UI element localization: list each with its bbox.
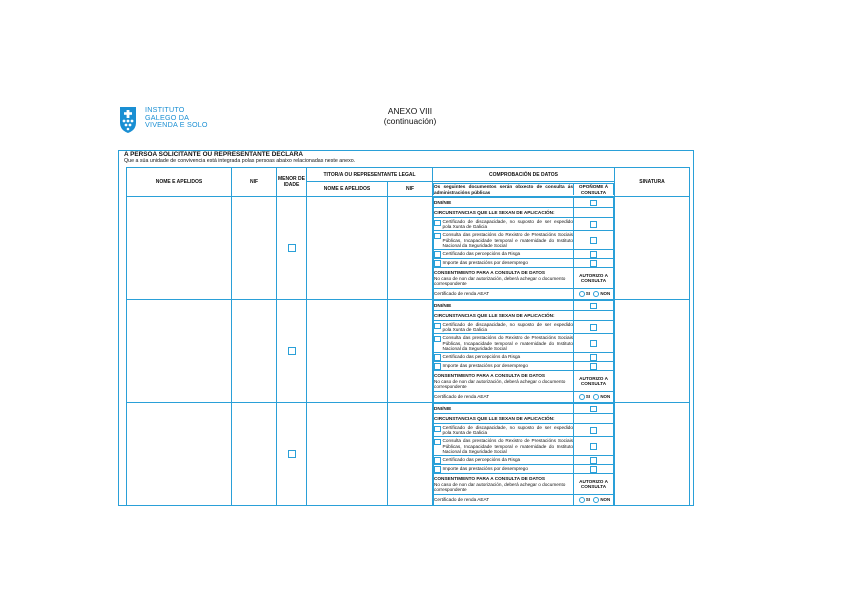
item-row	[434, 259, 574, 268]
verification-table	[433, 197, 614, 299]
circunstancias-label: CIRCUNSTANCIAS QUE LLE SEXAN DE APLICACIÓN:	[434, 414, 574, 424]
item-label: Certificado das percepcións da Risga	[442, 353, 521, 359]
item-checkbox[interactable]	[434, 233, 441, 240]
item-label: Importe das prestacións por desemprego	[442, 362, 528, 368]
oppose-cell	[574, 218, 614, 231]
oppose-checkbox[interactable]	[590, 466, 597, 473]
consent-block	[434, 474, 574, 495]
dni-oppose-cell	[574, 404, 614, 414]
consent-title: CONSENTIMENTO PARA A CONSULTA DE DATOS	[434, 270, 546, 276]
logo-line: VIVENDA E SOLO	[145, 120, 208, 130]
oppose-checkbox[interactable]	[590, 340, 597, 347]
dni-label: DNI/NIE	[434, 404, 574, 414]
data-verification-cell	[433, 197, 615, 300]
item-label: Certificado de discapacidade, no suposto de ser expedido pola Xunta de Galicia	[442, 219, 574, 230]
oppose-cell	[574, 437, 614, 456]
member-name-field[interactable]	[127, 197, 232, 300]
oppose-cell	[574, 353, 614, 362]
member-minor-cell	[277, 300, 307, 403]
page-title: ANEXO VIII	[387, 106, 433, 116]
aeat-label: Certificado de renda AEAT	[434, 495, 574, 505]
logo-line: INSTITUTO	[145, 105, 185, 114]
item-row	[434, 362, 574, 371]
section-subtitle: Que a súa unidade de convivencia está integrada polas persoas abaixo relacionadas neste anexo.	[124, 158, 356, 164]
item-row	[434, 456, 574, 465]
item-checkbox[interactable]	[434, 426, 441, 433]
member-nif-field[interactable]	[232, 197, 277, 300]
oppose-cell	[574, 334, 614, 353]
si-label: SI	[585, 497, 591, 503]
guardian-name-field[interactable]	[307, 403, 388, 506]
item-label: Importe das prestacións por desemprego	[442, 259, 528, 265]
aeat-radio-cell	[574, 392, 614, 402]
dni-oppose-cell	[574, 301, 614, 311]
data-verification-cell	[433, 300, 615, 403]
member-nif-field[interactable]	[232, 403, 277, 506]
si-radio[interactable]	[579, 497, 585, 503]
item-checkbox[interactable]	[434, 363, 441, 370]
signature-field[interactable]	[615, 197, 690, 300]
empty-cell	[574, 414, 614, 424]
item-row	[434, 321, 574, 334]
guardian-nif-field[interactable]	[388, 197, 433, 300]
member-name-field[interactable]	[127, 403, 232, 506]
non-label: NON	[600, 291, 611, 297]
guardian-name-field[interactable]	[307, 197, 388, 300]
page-subtitle: (continuación)	[383, 116, 437, 126]
item-checkbox[interactable]	[434, 260, 441, 267]
logo-text	[145, 106, 208, 129]
dni-oppose-checkbox[interactable]	[590, 303, 597, 310]
signature-field[interactable]	[615, 403, 690, 506]
comprobacion-subheader	[433, 182, 615, 197]
section-title: A PERSOA SOLICITANTE OU REPRESENTANTE DECLARA	[124, 151, 303, 158]
page-heading	[350, 106, 470, 126]
consent-text: No caso de non dar autorización, deberá achegar o documento correspondente	[434, 275, 566, 286]
oppose-checkbox[interactable]	[590, 443, 597, 450]
declaration-section	[118, 150, 694, 506]
aeat-radio-cell	[574, 495, 614, 505]
aeat-radio-cell	[574, 289, 614, 299]
member-name-field[interactable]	[127, 300, 232, 403]
aeat-label: Certificado de renda AEAT	[434, 392, 574, 402]
header-comprobacion: COMPROBACIÓN DE DATOS	[433, 168, 615, 182]
consulta-intro: Os seguintes documentos serán obxecto de consulta ás administracións públicas	[434, 184, 574, 195]
guardian-nif-field[interactable]	[388, 403, 433, 506]
autorizo-label: AUTORIZO A CONSULTA	[574, 474, 614, 495]
oppose-checkbox[interactable]	[590, 237, 597, 244]
si-label: SI	[585, 394, 591, 400]
si-label: SI	[585, 291, 591, 297]
aeat-label: Certificado de renda AEAT	[434, 289, 574, 299]
oppose-checkbox[interactable]	[590, 251, 597, 258]
oppose-cell	[574, 456, 614, 465]
item-checkbox[interactable]	[434, 251, 441, 258]
item-label: Consulta das prestacións do Rexistro de Prestacións Sociais Públicas, Incapacidade temporal e maternidade do Instituto Nacional da Seguridade Social	[442, 335, 574, 351]
member-row	[127, 197, 690, 300]
non-radio[interactable]	[593, 497, 599, 503]
item-row	[434, 465, 574, 474]
item-label: Certificado das percepcións da Risga	[442, 250, 521, 256]
member-nif-field[interactable]	[232, 300, 277, 403]
circunstancias-label: CIRCUNSTANCIAS QUE LLE SEXAN DE APLICACIÓN:	[434, 311, 574, 321]
oppose-cell	[574, 321, 614, 334]
oppose-cell	[574, 250, 614, 259]
oppose-cell	[574, 465, 614, 474]
member-minor-cell	[277, 403, 307, 506]
opoñome-header: OPOÑOME Á CONSULTA	[574, 184, 614, 195]
item-row	[434, 437, 574, 456]
consent-text: No caso de non dar autorización, deberá achegar o documento correspondente	[434, 378, 566, 389]
galicia-emblem-icon	[118, 106, 138, 134]
item-label: Consulta das prestacións do Rexistro de Prestacións Sociais Públicas, Incapacidade temporal e maternidade do Instituto Nacional da Seguridade Social	[442, 438, 574, 454]
dni-oppose-checkbox[interactable]	[590, 406, 597, 413]
item-checkbox[interactable]	[434, 439, 441, 446]
non-label: NON	[600, 394, 611, 400]
dni-label: DNI/NIE	[434, 301, 574, 311]
signature-field[interactable]	[615, 300, 690, 403]
item-checkbox[interactable]	[434, 323, 441, 330]
logo-line: GALEGO DA	[145, 112, 190, 122]
item-checkbox[interactable]	[434, 220, 441, 227]
header-titor-nome: NOME E APELIDOS	[307, 182, 388, 197]
empty-cell	[574, 208, 614, 218]
non-radio[interactable]	[593, 394, 599, 400]
institute-logo	[118, 106, 208, 134]
item-checkbox[interactable]	[434, 336, 441, 343]
si-radio[interactable]	[579, 394, 585, 400]
header-titor: TITOR/A OU REPRESENTANTE LEGAL	[307, 168, 433, 182]
comprobacion-subheader-table	[433, 183, 614, 194]
guardian-nif-field[interactable]	[388, 300, 433, 403]
si-radio[interactable]	[579, 291, 585, 297]
consent-block	[434, 371, 574, 392]
item-row	[434, 353, 574, 362]
consent-block	[434, 268, 574, 289]
consent-title: CONSENTIMENTO PARA A CONSULTA DE DATOS	[434, 373, 546, 379]
item-row	[434, 231, 574, 250]
item-row	[434, 218, 574, 231]
dni-label: DNI/NIE	[434, 198, 574, 208]
item-checkbox[interactable]	[434, 354, 441, 361]
consent-title: CONSENTIMENTO PARA A CONSULTA DE DATOS	[434, 476, 546, 482]
item-label: Importe das prestacións por desemprego	[442, 465, 528, 471]
verification-table	[433, 300, 614, 402]
oppose-cell	[574, 231, 614, 250]
autorizo-label: AUTORIZO A CONSULTA	[574, 371, 614, 392]
guardian-name-field[interactable]	[307, 300, 388, 403]
member-row	[127, 403, 690, 506]
item-row	[434, 424, 574, 437]
item-row	[434, 334, 574, 353]
household-members-table	[126, 167, 690, 506]
oppose-checkbox[interactable]	[590, 354, 597, 361]
item-label: Certificado de discapacidade, no suposto de ser expedido pola Xunta de Galicia	[442, 425, 574, 436]
oppose-checkbox[interactable]	[590, 363, 597, 370]
circunstancias-label: CIRCUNSTANCIAS QUE LLE SEXAN DE APLICACIÓN:	[434, 208, 574, 218]
header-titor-nif: NIF	[388, 182, 433, 197]
header-nif: NIF	[232, 168, 277, 197]
item-checkbox[interactable]	[434, 457, 441, 464]
member-minor-cell	[277, 197, 307, 300]
item-label: Consulta das prestacións do Rexistro de Prestacións Sociais Públicas, Incapacidade temporal e maternidade do Instituto Nacional da Seguridade Social	[442, 232, 574, 248]
oppose-checkbox[interactable]	[590, 221, 597, 228]
non-radio[interactable]	[593, 291, 599, 297]
oppose-cell	[574, 424, 614, 437]
minor-checkbox[interactable]	[288, 450, 296, 458]
item-row	[434, 250, 574, 259]
oppose-cell	[574, 259, 614, 268]
member-row	[127, 300, 690, 403]
header-menor: MENOR DE IDADE	[277, 168, 307, 197]
dni-oppose-cell	[574, 198, 614, 208]
oppose-checkbox[interactable]	[590, 427, 597, 434]
item-label: Certificado das percepcións da Risga	[442, 456, 521, 462]
data-verification-cell	[433, 403, 615, 506]
header-nome: NOME E APELIDOS	[127, 168, 232, 197]
consent-text: No caso de non dar autorización, deberá achegar o documento correspondente	[434, 481, 566, 492]
header-sinatura: SINATURA	[615, 168, 690, 197]
item-checkbox[interactable]	[434, 466, 441, 473]
minor-checkbox[interactable]	[288, 244, 296, 252]
verification-table	[433, 403, 614, 505]
empty-cell	[574, 311, 614, 321]
item-label: Certificado de discapacidade, no suposto de ser expedido pola Xunta de Galicia	[442, 322, 574, 333]
oppose-checkbox[interactable]	[590, 457, 597, 464]
autorizo-label: AUTORIZO A CONSULTA	[574, 268, 614, 289]
dni-oppose-checkbox[interactable]	[590, 200, 597, 207]
oppose-cell	[574, 362, 614, 371]
oppose-checkbox[interactable]	[590, 260, 597, 267]
minor-checkbox[interactable]	[288, 347, 296, 355]
oppose-checkbox[interactable]	[590, 324, 597, 331]
non-label: NON	[600, 497, 611, 503]
